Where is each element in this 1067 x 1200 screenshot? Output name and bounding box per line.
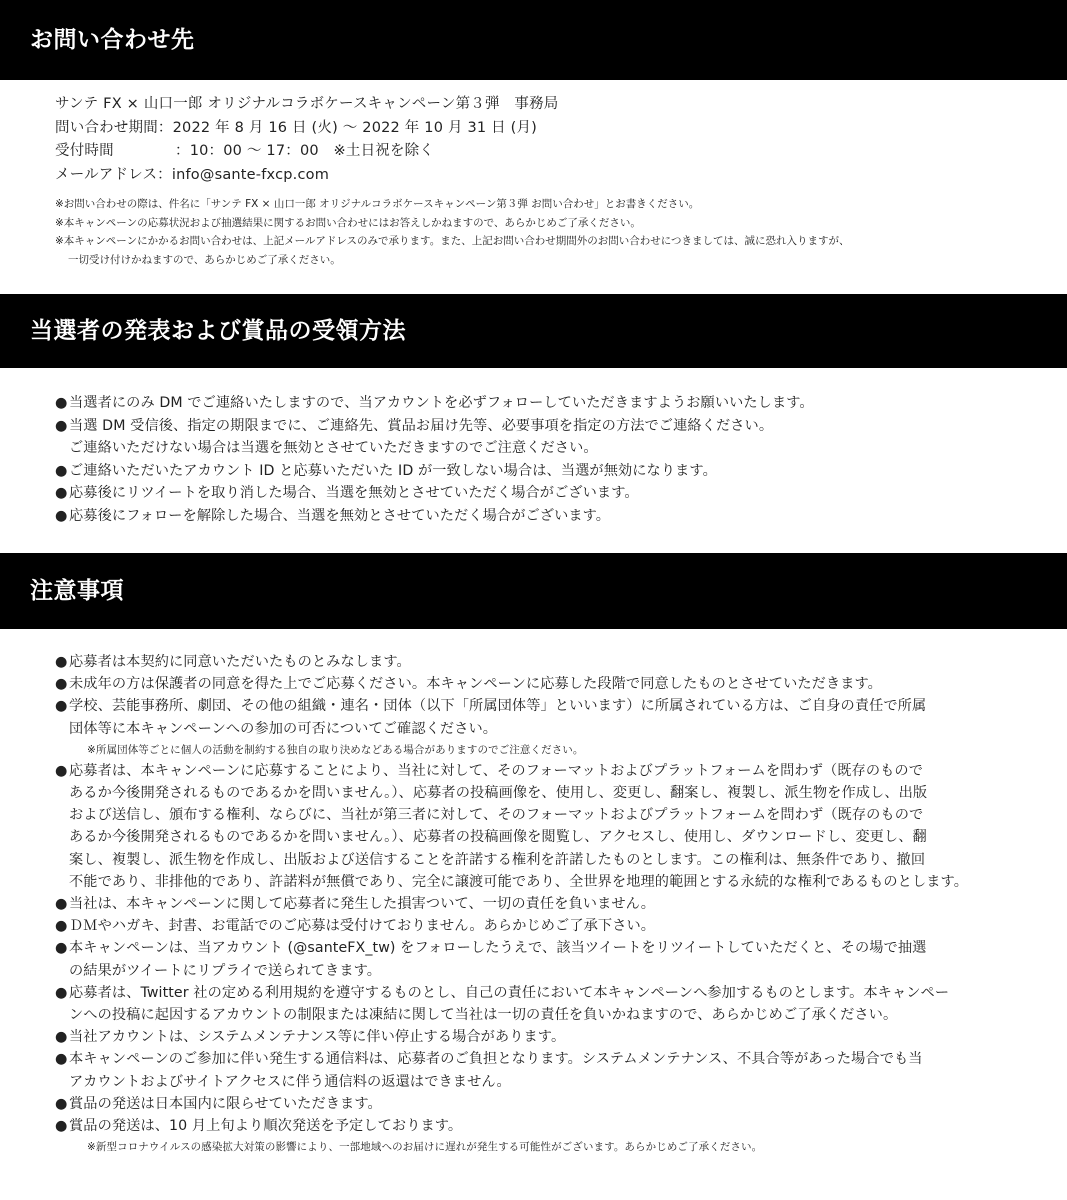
contact-section-header — [0, 0, 1067, 80]
winner-list-text: 当選 DM 受信後、指定の期限までに、ご連絡先、賞品お届け先等、必要事項を指定の方法でご連絡ください。 — [69, 417, 774, 434]
winner-section-title: 当選者の発表および賞品の受領方法 — [30, 317, 406, 344]
notes-sub-note: ※所属団体等ごとに個人の活動を制約する独自の取り決めなどある場合がありますのでご注意ください。 — [87, 743, 584, 756]
notes-list-text: 当社は、本キャンペーンに関して応募者に発生した損害ついて、一切の責任を負いません。 — [69, 896, 656, 913]
bullet-dot: ● — [55, 1118, 68, 1135]
notes-list-text: 団体等に本キャンペーンへの参加の可否についてご確認ください。 — [69, 720, 498, 737]
notes-list-text: 本キャンペーンのご参加に伴い発生する通信料は、応募者のご負担となります。システムメンテナンス、不具合等があった場合でも当 — [69, 1051, 923, 1068]
notes-list-item — [55, 1115, 1045, 1157]
winner-list-text: ご連絡いただけない場合は当選を無効とさせていただきますのでご注意ください。 — [69, 440, 598, 457]
contact-info — [55, 93, 1045, 187]
notes-list-item — [55, 915, 1045, 937]
notes-section-header — [0, 553, 1067, 629]
notes-list — [55, 651, 1045, 1157]
notes-list-text: 学校、芸能事務所、劇団、その他の組織・連名・団体（以下「所属団体等」といいます）に所属されている方は、ご自身の責任で所属 — [69, 698, 927, 715]
notes-list-text: 応募者は本契約に同意いただいたものとみなします。 — [69, 654, 411, 670]
notes-list-item — [55, 651, 1045, 673]
contact-email-label: メールアドレス： — [55, 166, 172, 183]
notes-list-text: 未成年の方は保護者の同意を得た上でご応募ください。本キャンペーンに応募した段階で同意したものとさせていただきます。 — [69, 676, 882, 693]
notes-list-text: 応募者は、本キャンペーンに応募することにより、当社に対して、そのフォーマットおよびプラットフォームを問わず（既存のもので — [69, 762, 923, 779]
bullet-dot: ● — [55, 417, 68, 434]
winner-list-text: 応募後にリツイートを取り消した場合、当選を無効とさせていただく場合がございます。 — [69, 485, 639, 502]
winner-list — [55, 392, 1045, 528]
notes-list-item — [55, 1093, 1045, 1115]
notes-list-item — [55, 982, 1045, 1026]
winner-list-text: ご連絡いただいたアカウント ID と応募いただいた ID が一致しない場合は、当選が無効になります。 — [69, 462, 717, 479]
contact-hours-label: 受付時間 — [55, 143, 114, 159]
winner-section-header — [0, 294, 1067, 368]
winner-list-item — [55, 415, 1045, 460]
notes-list-item — [55, 695, 1045, 759]
contact-email — [55, 164, 1045, 188]
bullet-dot: ● — [55, 1095, 68, 1112]
contact-period-value: 2022 年 8 月 16 日 (火) 〜 2022 年 10 月 31 日 (月) — [172, 119, 538, 136]
contact-section-title: お問い合わせ先 — [30, 26, 195, 53]
notes-list-text: アカウントおよびサイトアクセスに伴う通信料の返還はできません。 — [69, 1073, 511, 1090]
notes-sub-note: ※新型コロナウイルスの感染拡大対策の影響により、一部地域へのお届けに遅れが発生する可能性がございます。あらかじめご了承ください。 — [87, 1141, 763, 1154]
contact-notes — [55, 195, 1045, 269]
notes-list-text: 案し、複製し、派生物を作成し、出版および送信することを許諾する権利を許諾したものとします。この権利は、無条件であり、撤回 — [69, 851, 926, 868]
winner-list-text: 応募後にフォローを解除した場合、当選を無効とさせていただく場合がございます。 — [69, 507, 611, 524]
notes-list-item — [55, 1048, 1045, 1092]
notes-list-text: 当社アカウントは、システムメンテナンス等に伴い停止する場合があります。 — [69, 1029, 566, 1046]
contact-period — [55, 117, 1045, 141]
bullet-dot: ● — [55, 485, 68, 502]
contact-note: 一切受け付けかねますので、あらかじめご了承ください。 — [68, 253, 341, 266]
contact-note: ※本キャンペーンの応募状況および抽選結果に関するお問い合わせにはお答えしかねますので、あらかじめご了承ください。 — [55, 216, 641, 229]
bullet-dot: ● — [55, 940, 68, 957]
notes-list-text: の結果がツイートにリプライで送られてきます。 — [69, 962, 382, 979]
bullet-dot: ● — [55, 918, 68, 935]
contact-note: ※本キャンペーンにかかるお問い合わせは、上記メールアドレスのみで承ります。また、上記お問い合わせ期間外のお問い合わせにつきましては、誠に恐れ入りますが、 — [55, 235, 850, 247]
notes-list-item — [55, 760, 1045, 893]
notes-list-text: 応募者は、Twitter 社の定める利用規約を遵守するものとし、自己の責任において本キャンペーンへ参加するものとします。本キャンペー — [69, 984, 950, 1001]
bullet-dot: ● — [55, 462, 68, 479]
bullet-dot: ● — [55, 1029, 68, 1046]
bullet-dot: ● — [55, 762, 68, 779]
contact-office: サンテ FX × 山口一郎 オリジナルコラボケースキャンペーン第３弾 事務局 — [55, 96, 559, 112]
notes-list-text: あるか今後開発されるものであるかを問いません。）、応募者の投稿画像を、使用し、変更し、翻案し、複製し、派生物を作成し、出版 — [69, 785, 928, 802]
notes-list-text: および送信し、頒布する権利、ならびに、当社が第三者に対して、そのフォーマットおよびプラットフォームを問わず（既存のもので — [69, 807, 924, 824]
winner-list-item — [55, 505, 1045, 528]
contact-hours — [55, 140, 1045, 164]
bullet-dot: ● — [55, 395, 68, 411]
contact-email-value: info@sante-fxcp.com — [171, 166, 330, 183]
bullet-dot: ● — [55, 676, 68, 693]
bullet-dot: ● — [55, 507, 68, 524]
notes-list-item — [55, 893, 1045, 915]
notes-list-text: 本キャンペーンは、当アカウント (@santeFX_tw) をフォローしたうえで、該当ツイートをリツイートしていただくと、その場で抽選 — [69, 940, 927, 957]
bullet-dot: ● — [55, 984, 68, 1001]
bullet-dot: ● — [55, 654, 68, 670]
contact-note: ※お問い合わせの際は、件名に「サンテ FX × 山口一郎 オリジナルコラボケースキャンペーン第３弾 お問い合わせ」とお書きください。 — [55, 198, 700, 210]
bullet-dot: ● — [55, 896, 68, 913]
winner-list-text: 当選者にのみ DM でご連絡いたしますので、当アカウントを必ずフォローしていただきますようお願いいたします。 — [69, 395, 814, 411]
bullet-dot: ● — [55, 698, 68, 715]
contact-period-label: 問い合わせ期間： — [55, 119, 173, 136]
notes-list-item — [55, 673, 1045, 695]
notes-list-item — [55, 937, 1045, 981]
winner-list-item — [55, 392, 1045, 415]
contact-hours-value: ：10：00 〜 17：00 ※土日祝を除く — [175, 143, 435, 159]
notes-list-text: 不能であり、非排他的であり、許諾料が無償であり、完全に譲渡可能であり、全世界を地理的範囲とする永続的な権利であるものとします。 — [69, 873, 968, 890]
winner-list-item — [55, 460, 1045, 483]
notes-list-text: 賞品の発送は、10 月上旬より順次発送を予定しております。 — [69, 1118, 463, 1135]
notes-list-text: ンへの投稿に起因するアカウントの制限または凍結に関して当社は一切の責任を負いかねますので、あらかじめご了承ください。 — [69, 1007, 898, 1024]
notes-list-item — [55, 1026, 1045, 1048]
notes-section-title: 注意事項 — [30, 577, 124, 604]
notes-list-text: 賞品の発送は日本国内に限らせていただきます。 — [69, 1095, 382, 1112]
bullet-dot: ● — [55, 1051, 68, 1068]
notes-list-text: あるか今後開発されるものであるかを問いません。）、応募者の投稿画像を閲覧し、アクセスし、使用し、ダウンロードし、変更し、翻 — [69, 829, 927, 846]
winner-list-item — [55, 482, 1045, 505]
notes-list-text: ＤＭやハガキ、封書、お電話でのご応募は受付けておりません。あらかじめご了承下さい。 — [69, 918, 656, 935]
